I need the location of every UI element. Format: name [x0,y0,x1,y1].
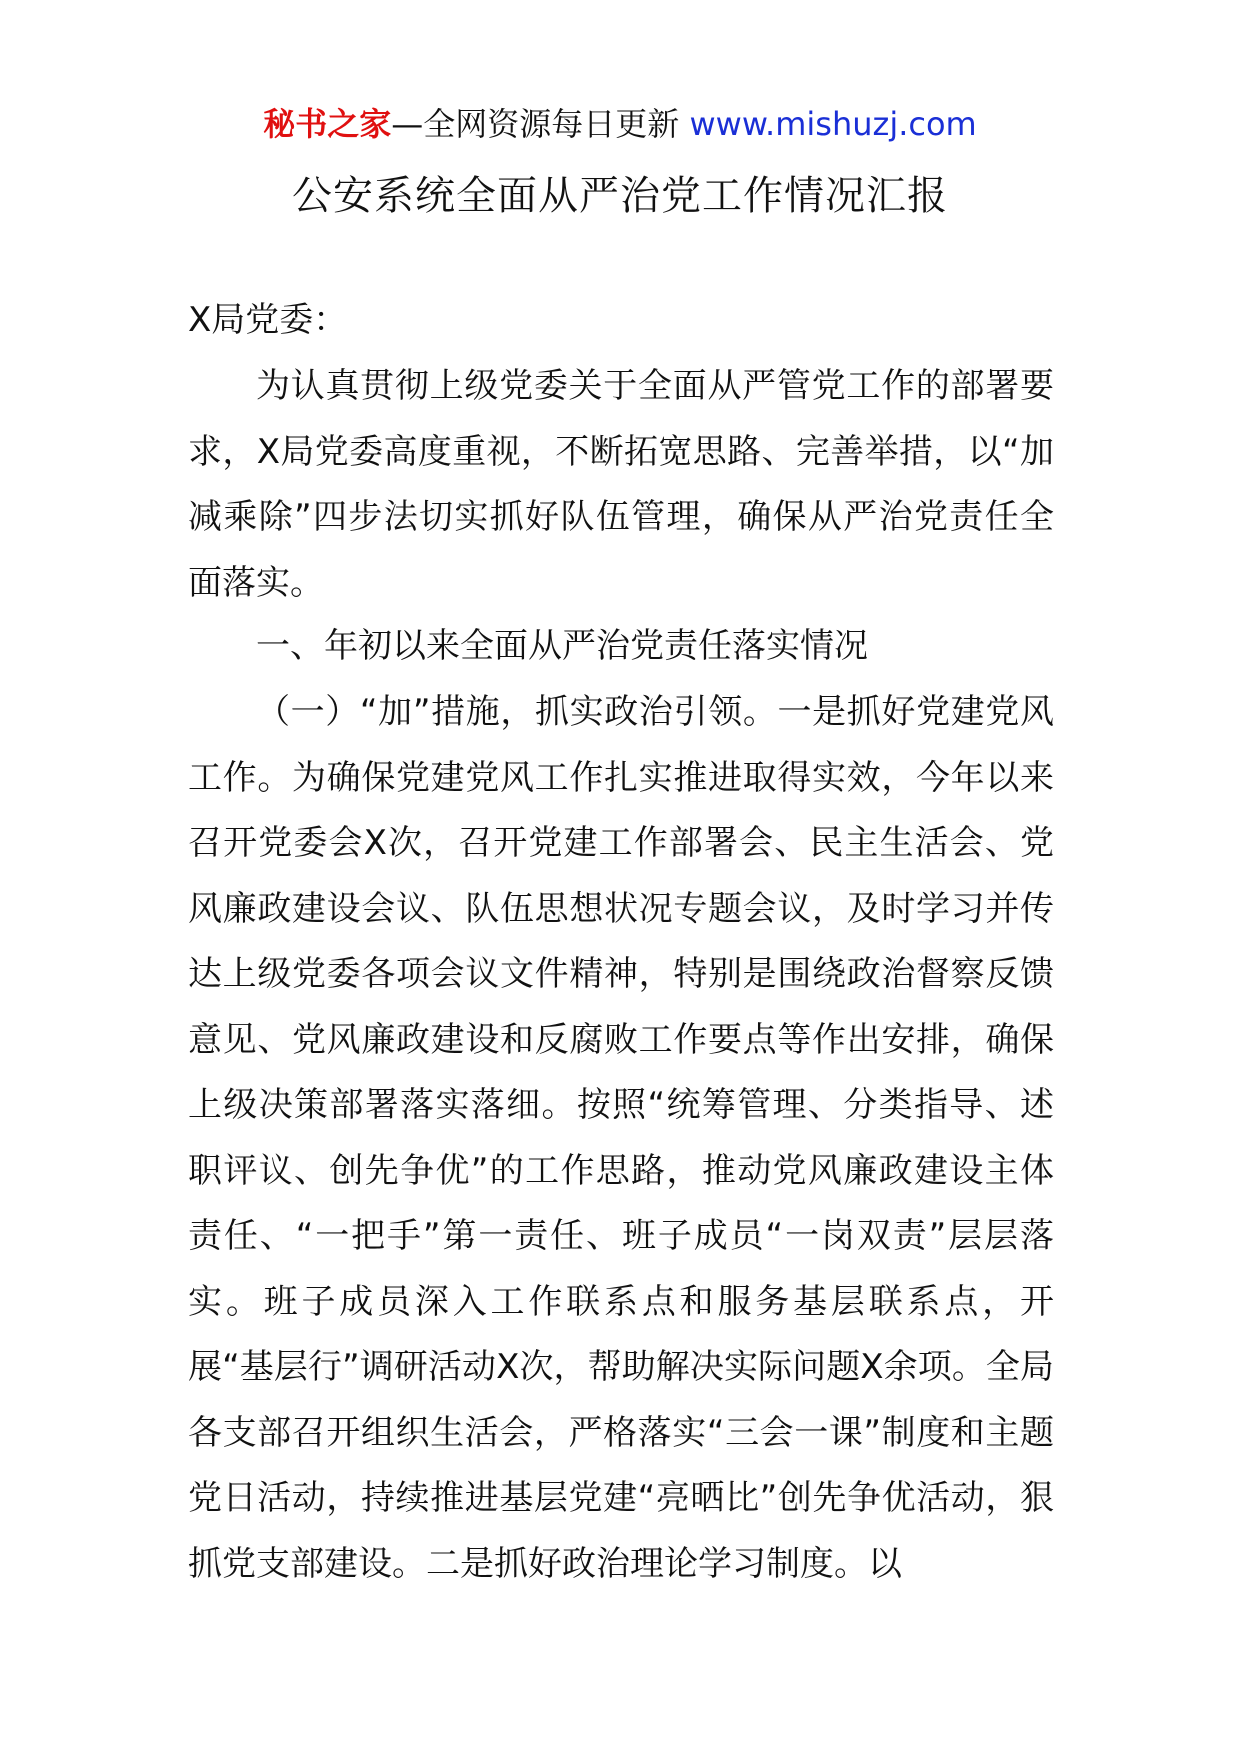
site-url-link[interactable]: www.mishuzj.com [689,105,977,143]
brand-name: 秘书之家 [263,105,392,143]
document-title: 公安系统全面从严治党工作情况汇报 [292,173,948,219]
paragraph-text: 为认真贯彻上级党委关于全面从严管党工作的部署要求，X局党委高度重视，不断拓宽思路、完善举措，以“加减乘除”四步法切实抓好队伍管理，确保从严治党责任全面落实。 [188,366,1054,603]
document-paragraph [188,680,1054,1597]
paragraph-text: （一）“加”措施，抓实政治引领。一是抓好党建党风工作。为确保党建党风工作扎实推进取得实效，今年以来召开党委会X次，召开党建工作部署会、民主生活会、党风廉政建设会议、队伍思想状况专题会议，及时学习并传达上级党委各项会议文件精神，特别是围绕政治督察反馈意见、党风廉政建设和反腐败工作要点等作出安排，确保上级决策部署落实落细。按照“统筹管理、分类指导、述职评议、创先争优”的工作思路，推动党风廉政建设主体责任、“一把手”第一责任、班子成员“一岗双责”层层落实。班子成员深入工作联系点和服务基层联系点，开展“基层行”调研活动X次，帮助解决实际问题X余项。全局各支部召开组织生活会，严格落实“三会一课”制度和主题党日活动，持续推进基层党建“亮晒比”创先争优活动，狠抓党支部建设。二是抓好政治理论学习制度。以 [188,692,1054,1584]
header-tagline: —全网资源每日更新 [391,105,680,143]
section-heading: 一、年初以来全面从严治党责任落实情况 [256,626,868,666]
salutation: X局党委： [188,300,348,340]
document-paragraph [188,354,1054,616]
site-header [0,102,1240,146]
